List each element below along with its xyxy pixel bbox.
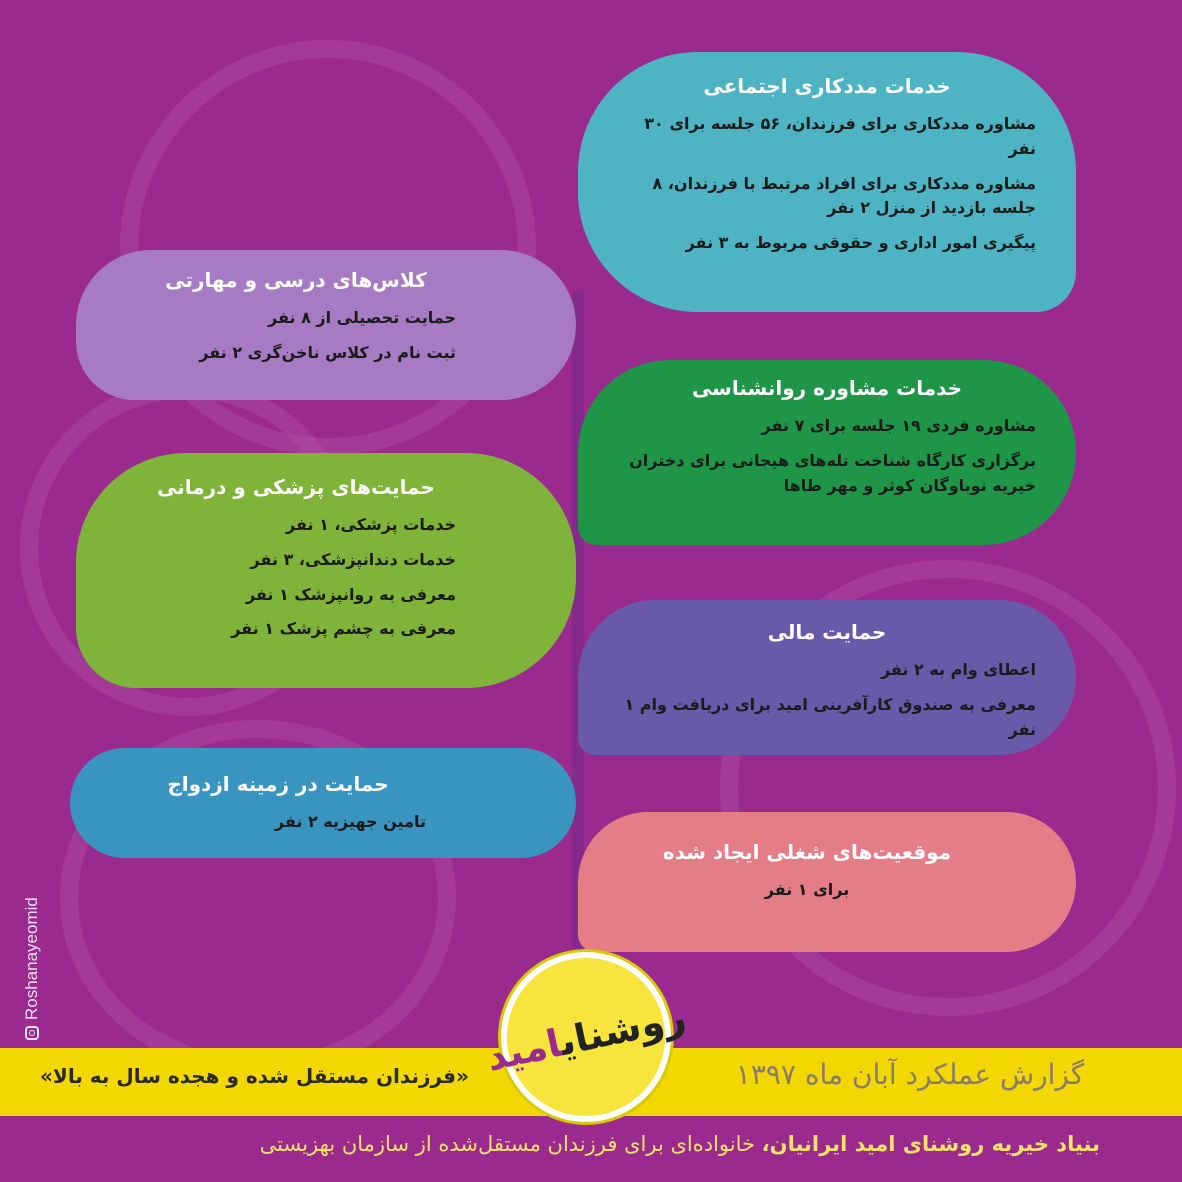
section-title: خدمات مشاوره روانشناسی	[691, 376, 963, 400]
list-item: ثبت نام در کلاس ناخن‌گری ۲ نفر	[199, 342, 456, 362]
list-item: معرفی به صندوق کارآفرینی امید برای دریافت وام ۱ نفر	[624, 694, 1036, 739]
list-item: مشاوره مددکاری برای فرزندان، ۵۶ جلسه برای ۳۰ نفر	[644, 114, 1036, 158]
list-item: تامین جهیزیه ۲ نفر	[274, 812, 426, 831]
instagram-handle[interactable]	[18, 820, 46, 1040]
section-marriage	[70, 748, 576, 858]
list-item: برای ۱ نفر	[764, 880, 850, 899]
list-item: معرفی به چشم پزشک ۱ نفر	[231, 619, 456, 639]
instagram-handle-text: Roshanayeomid	[22, 897, 41, 1020]
footer-org-name: بنیاد خیریه روشنای امید ایرانیان،	[761, 1132, 1100, 1156]
roshanaye-omid-logo	[482, 952, 690, 1122]
section-social-work	[578, 52, 1076, 312]
section-title: حمایت‌های پزشکی و درمانی	[157, 475, 435, 499]
footer-tagline: خانواده‌ای برای فرزندان مستقل‌شده از سازمان بهزیستی	[259, 1132, 762, 1156]
logo-text: روشنایامید	[482, 994, 690, 1080]
section-title: موقعیت‌های شغلی ایجاد شده	[662, 840, 952, 864]
footer-text	[40, 1132, 1100, 1156]
list-item: خدمات دندانپزشکی، ۳ نفر	[250, 549, 456, 569]
section-medical	[76, 453, 576, 688]
section-classes	[76, 250, 576, 400]
section-title: حمایت مالی	[767, 620, 887, 644]
section-title: خدمات مددکاری اجتماعی	[703, 74, 951, 98]
tree-stem	[572, 290, 584, 950]
report-subtitle: «فرزندان مستقل شده و هجده سال به بالا»	[40, 1064, 469, 1088]
list-item: برگزاری کارگاه شناخت تله‌های هیجانی برای دختران خیریه نوباوگان کوثر و مهر طاها	[629, 450, 1036, 495]
section-financial	[578, 600, 1076, 755]
list-item: خدمات پزشکی، ۱ نفر	[286, 515, 456, 534]
list-item: پیگیری امور اداری و حقوقی مربوط به ۳ نفر	[685, 233, 1036, 253]
list-item: حمایت تحصیلی از ۸ نفر	[268, 308, 456, 327]
section-psychology	[578, 360, 1076, 545]
section-jobs	[578, 812, 1076, 952]
section-title: کلاس‌های درسی و مهارتی	[165, 268, 427, 292]
list-item: اعطای وام به ۲ نفر	[880, 660, 1036, 679]
report-title: گزارش عملکرد آبان ماه ۱۳۹۷	[735, 1058, 1085, 1091]
list-item: مشاوره مددکاری برای افراد مرتبط با فرزندان، ۸ جلسه بازدید از منزل ۲ نفر	[652, 173, 1036, 218]
section-title: حمایت در زمینه ازدواج	[167, 772, 389, 796]
list-item: مشاوره فردی ۱۹ جلسه برای ۷ نفر	[761, 416, 1036, 435]
instagram-icon	[25, 1026, 39, 1040]
list-item: معرفی به روانپزشک ۱ نفر	[245, 584, 456, 604]
